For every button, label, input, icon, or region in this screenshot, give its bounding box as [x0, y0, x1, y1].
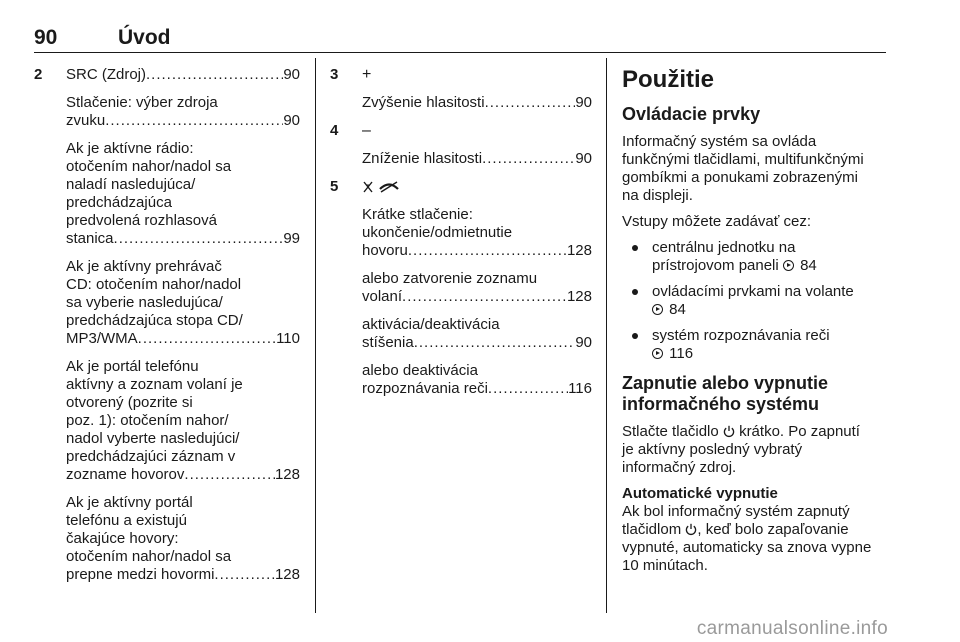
text-line: Zvýšenie hlasitosti [362, 94, 485, 111]
text-line: Informačný systém sa ovláda [622, 133, 817, 150]
text-line: prepne medzi hovormi [66, 566, 215, 583]
page-ref[interactable]: 90 [283, 112, 300, 129]
text-line: stíšenia [362, 334, 414, 351]
text-line: 10 minútach. [622, 557, 708, 574]
text-line: otočením nahor/nadol sa [66, 548, 232, 565]
power-icon [723, 425, 735, 438]
bullet-list [622, 239, 888, 363]
text-line: hovoru [362, 242, 408, 259]
paragraph-heading: Automatické vypnutie [622, 485, 778, 502]
text-line: Zníženie hlasitosti [362, 150, 483, 167]
page-ref[interactable]: 110 [276, 330, 300, 347]
text-line: sa vyberie nasledujúca/ [66, 294, 223, 311]
plus-icon: + [362, 66, 372, 83]
text-line: otočením nahor/nadol sa [66, 158, 232, 175]
entry-number: 5 [330, 178, 339, 195]
text-line: vypnuté, automaticky sa znova vypne [622, 539, 872, 556]
page-ref[interactable]: 116 [568, 380, 592, 397]
text-line: aktivácia/deaktivácia [362, 316, 500, 333]
text-line: ovládacími prvkami na volante [652, 283, 854, 300]
header-rule [34, 52, 886, 53]
page-header [34, 26, 886, 52]
page-ref[interactable]: 84 [800, 257, 817, 274]
text-line: stanica [66, 230, 114, 247]
page-number: 90 [34, 26, 58, 49]
bullet-icon [632, 333, 638, 339]
page-reference-icon [652, 304, 663, 315]
watermark: carmanualsonline.info [696, 618, 888, 639]
text-line: gombíkmi a ponukami zobrazenými [622, 169, 858, 186]
column-left [34, 66, 300, 594]
text-line: alebo deaktivácia [362, 362, 478, 379]
bullet-icon [632, 245, 638, 251]
column-divider-2 [606, 58, 607, 613]
text-line: predvolená rozhlasová [66, 212, 217, 229]
entry-4 [330, 122, 592, 168]
text-line: ukončenie/odmietnutie [362, 224, 513, 241]
text-line: na displeji. [622, 187, 693, 204]
column-middle [330, 66, 592, 408]
text-line: je aktívny posledný vybratý [622, 441, 803, 458]
text-line: Ak je aktívny portál [66, 494, 193, 511]
text-line: CD: otočením nahor/nadol [66, 276, 242, 293]
text-line: otvorený (pozrite si [66, 394, 193, 411]
chapter-title: Úvod [118, 26, 171, 49]
text-line: Zapnutie alebo vypnutie [622, 373, 829, 393]
subsection-title: Ovládacie prvky [622, 104, 761, 124]
text-line: Ak je aktívny prehrávač [66, 258, 222, 275]
mute-icon [362, 180, 374, 194]
page-ref[interactable]: 90 [575, 150, 592, 167]
text-line: Ak je aktívne rádio: [66, 140, 194, 157]
text-line: zozname hovorov [66, 466, 185, 483]
text-line: MP3/WMA [66, 330, 138, 347]
page-ref[interactable]: 116 [669, 345, 694, 362]
text-line: aktívny a zoznam volaní je [66, 376, 243, 393]
list-item [622, 239, 888, 275]
list-item [622, 327, 888, 363]
text-line: informačného systému [622, 394, 820, 414]
section-title: Použitie [622, 66, 715, 93]
paragraph [622, 423, 888, 477]
text-line: centrálnu jednotku na [652, 239, 796, 256]
text-line: Krátke stlačenie: [362, 206, 473, 223]
page-ref[interactable]: 90 [575, 94, 592, 111]
text-line: rozpoznávania reči [362, 380, 488, 397]
entry-title: SRC (Zdroj) [66, 66, 147, 83]
text-line: Stlačte tlačidlo [622, 423, 719, 440]
text-line: systém rozpoznávania reči [652, 327, 830, 344]
entry-2 [34, 66, 300, 584]
text-line: informačný zdroj. [622, 459, 737, 476]
page-ref[interactable]: 99 [283, 230, 300, 247]
page-reference-icon [783, 260, 794, 271]
text-line: volaní [362, 288, 403, 305]
text-line: funkčnými tlačidlami, multifunkčnými [622, 151, 864, 168]
minus-icon: – [362, 122, 371, 139]
entry-5 [330, 178, 592, 398]
text-line: Ak je portál telefónu [66, 358, 199, 375]
text-line: zvuku [66, 112, 106, 129]
text-line: Ak bol informačný systém zapnutý [622, 503, 850, 520]
column-divider-1 [315, 58, 316, 613]
text-line: prístrojovom paneli [652, 257, 779, 274]
text-line: alebo zatvorenie zoznamu [362, 270, 538, 287]
text-line: , keď bolo zapaľovanie [697, 521, 849, 538]
entry-3 [330, 66, 592, 112]
page-ref[interactable]: 128 [274, 566, 300, 583]
list-item [622, 283, 888, 319]
text-line: telefónu a existujú [66, 512, 187, 529]
text-line: poz. 1): otočením nahor/ [66, 412, 229, 429]
page-reference-icon [652, 348, 663, 359]
text-line: predchádzajúci záznam v [66, 448, 236, 465]
paragraph [622, 485, 888, 575]
subsection-title [622, 373, 888, 415]
hang-up-icon [378, 180, 400, 194]
page-ref[interactable]: 128 [566, 242, 592, 259]
page-ref[interactable]: 90 [283, 66, 300, 83]
text-line: predchádzajúca stopa CD/ [66, 312, 243, 329]
bullet-icon [632, 289, 638, 295]
entry-number: 2 [34, 66, 43, 83]
page-ref[interactable]: 84 [669, 301, 686, 318]
entry-number: 3 [330, 66, 339, 83]
text-line: tlačidlom [622, 521, 682, 538]
power-icon [685, 523, 697, 536]
page-ref[interactable]: 90 [575, 334, 592, 351]
paragraph [622, 133, 888, 205]
entry-number: 4 [330, 122, 339, 139]
text-line: predchádzajúca [66, 194, 172, 211]
page-ref[interactable]: 128 [566, 288, 592, 305]
text-line: nadol vyberte nasledujúci/ [66, 430, 240, 447]
text-line: krátko. Po zapnutí [739, 423, 860, 440]
text-line: čakajúce hovory: [66, 530, 179, 547]
column-right [622, 66, 888, 575]
paragraph: Vstupy môžete zadávať cez: [622, 213, 812, 230]
text-line: Stlačenie: výber zdroja [66, 94, 218, 111]
text-line: naladí nasledujúca/ [66, 176, 196, 193]
page-ref[interactable]: 128 [274, 466, 300, 483]
